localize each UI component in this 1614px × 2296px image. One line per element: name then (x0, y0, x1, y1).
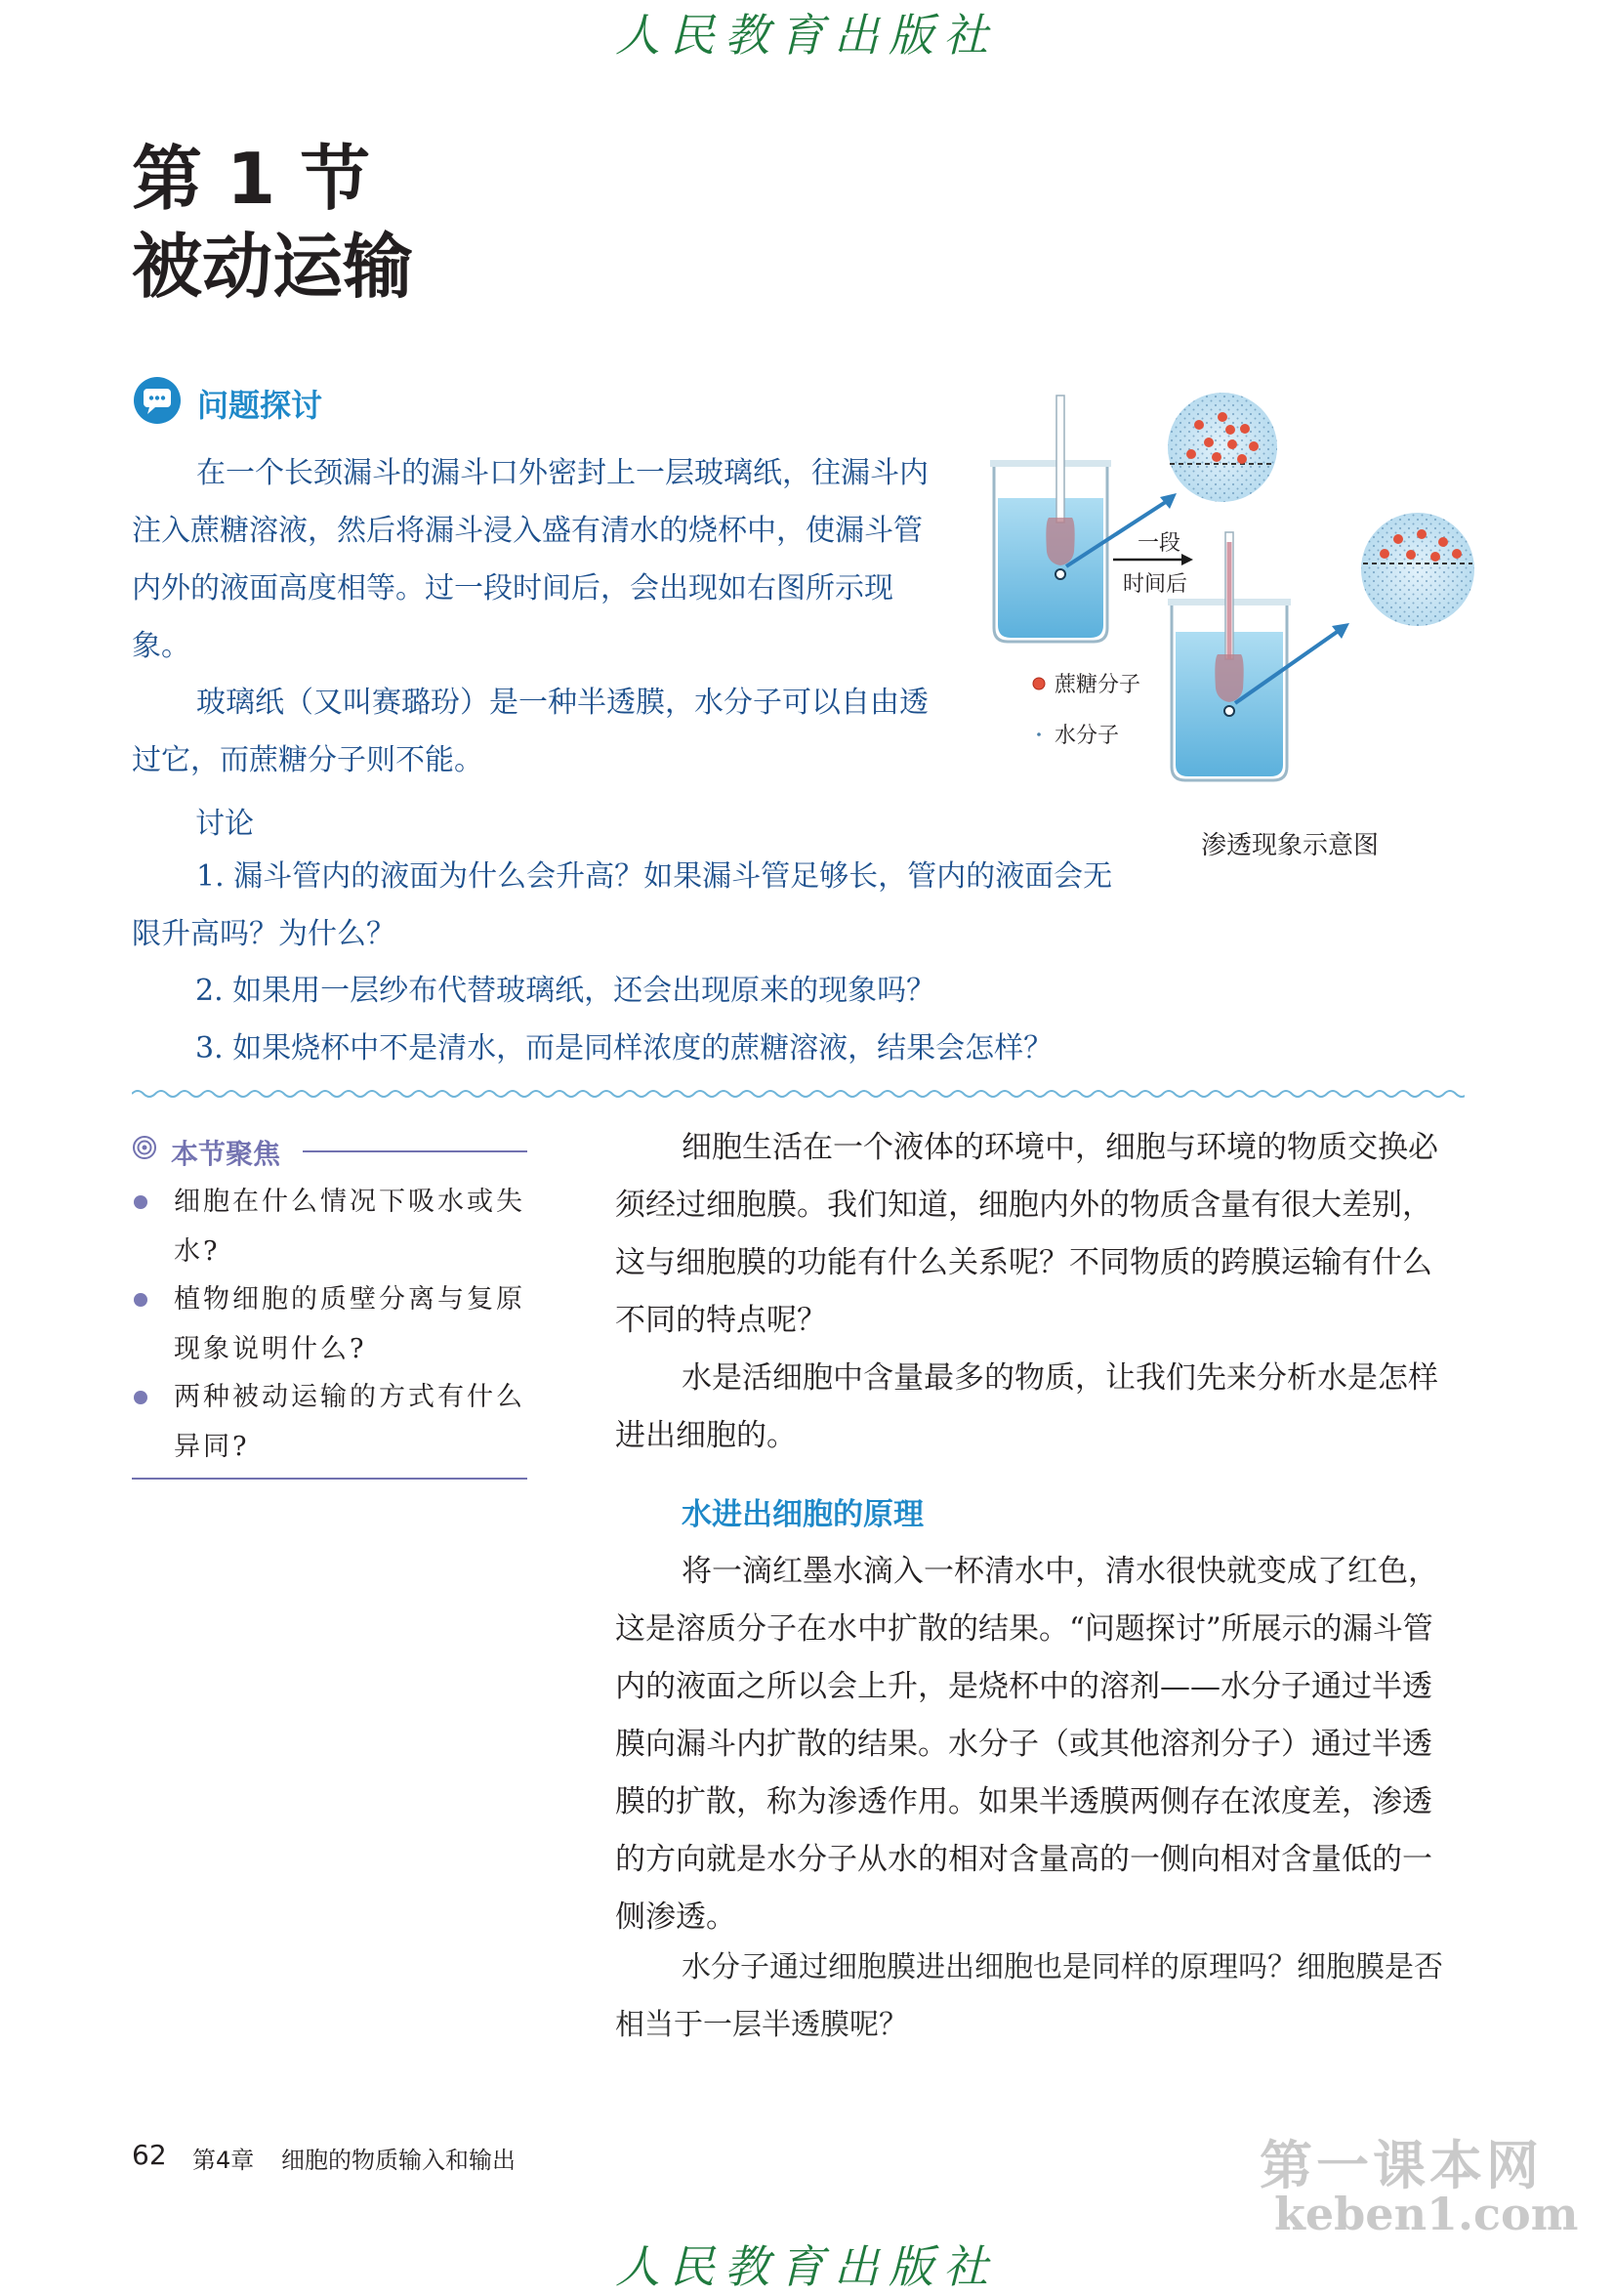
body-paragraph: 将一滴红墨水滴入一杯清水中，清水很快就变成了红色，这是溶质分子在水中扩散的结果。“问题探讨”所展示的漏斗管内的液面之所以会上升，是烧杯中的溶剂——水分子通过半透膜向漏斗内扩散的结果。水分子（或其他溶剂分子）通过半透膜的扩散，称为渗透作用。如果半透膜两侧存在浓度差，渗透的方向就是水分子从水的相对含量高的一侧向相对含量低的一侧渗透。 (615, 1554, 1438, 1935)
target-icon (132, 1135, 157, 1160)
focus-rule (303, 1150, 527, 1152)
wave-divider (132, 1086, 1465, 1102)
focus-rule (132, 1478, 527, 1480)
focus-item-text: 植物细胞的质壁分离与复原现象说明什么? (174, 1284, 525, 1364)
osmosis-diagram (976, 386, 1484, 806)
focus-item (132, 1177, 532, 1276)
legend-sucrose: 蔗糖分子 (1055, 673, 1141, 697)
subsection-heading: 水进出细胞的原理 (682, 1497, 924, 1532)
body-paragraph: 水分子通过细胞膜进出细胞也是同样的原理吗？细胞膜是否相当于一层半透膜呢？ (615, 1950, 1443, 2042)
exploration-paragraph: 在一个长颈漏斗的漏斗口外密封上一层玻璃纸，往漏斗内注入蔗糖溶液，然后将漏斗浸入盛有清水的烧杯中，使漏斗管内外的液面高度相等。过一段时间后，会出现如右图所示现象。 (132, 456, 929, 663)
section-focus-label: 本节聚焦 (171, 1138, 281, 1170)
water-legend-icon (1037, 732, 1041, 736)
legend-water: 水分子 (1055, 724, 1120, 748)
exploration-paragraph: 玻璃纸（又叫赛璐玢）是一种半透膜，水分子可以自由透过它，而蔗糖分子则不能。 (132, 686, 929, 777)
figure-caption: 渗透现象示意图 (1201, 831, 1380, 860)
discussion-question: 3. 如果烧杯中不是清水，而是同样浓度的蔗糖溶液，结果会怎样？ (195, 1031, 1054, 1065)
bullet-icon (134, 1293, 147, 1307)
focus-item-text: 两种被动运输的方式有什么异同? (174, 1382, 525, 1462)
publisher-logo-top: 人民教育出版社 (615, 9, 998, 62)
body-paragraph: 水是活细胞中含量最多的物质，让我们先来分析水是怎样进出细胞的。 (615, 1360, 1438, 1453)
problem-exploration-label: 问题探讨 (197, 387, 323, 424)
body-paragraph: 细胞生活在一个液体的环境中，细胞与环境的物质交换必须经过细胞膜。我们知道，细胞内外的物质含量有很大差别，这与细胞膜的功能有什么关系呢？不同物质的跨膜运输有什么不同的特点呢？ (615, 1130, 1438, 1338)
bullet-icon (134, 1195, 147, 1209)
magnified-view-after (1361, 513, 1474, 626)
focus-item-text: 细胞在什么情况下吸水或失水? (174, 1187, 525, 1267)
chat-bubble-icon (132, 376, 183, 425)
discussion-question: 1. 漏斗管内的液面为什么会升高？如果漏斗管足够长，管内的液面会无限升高吗？为什么？ (132, 859, 1113, 951)
arrow-label-bottom: 时间后 (1123, 572, 1188, 597)
bullet-icon (134, 1391, 147, 1404)
chapter-number: 第4章 (192, 2147, 255, 2174)
arrow-label-top: 一段 (1138, 531, 1181, 556)
beaker-before (990, 396, 1111, 642)
chapter-title: 细胞的物质输入和输出 (281, 2147, 516, 2174)
section-number: 第 1 节 (132, 138, 371, 220)
watermark-url: keben1.com (1274, 2188, 1579, 2240)
sucrose-legend-icon (1033, 678, 1045, 689)
discussion-question: 2. 如果用一层纱布代替玻璃纸，还会出现原来的现象吗？ (195, 974, 936, 1008)
page-title: 被动运输 (132, 226, 414, 308)
publisher-logo-bottom: 人民教育出版社 (615, 2240, 998, 2293)
beaker-after (1168, 532, 1291, 780)
magnified-view-before (1168, 393, 1277, 502)
page-number: 62 (132, 2139, 167, 2171)
watermark-text: 第一课本网 (1260, 2135, 1543, 2196)
focus-item (132, 1274, 532, 1374)
funnel-bulb (1046, 518, 1074, 565)
focus-item (132, 1372, 532, 1472)
discussion-heading: 讨论 (195, 807, 254, 841)
